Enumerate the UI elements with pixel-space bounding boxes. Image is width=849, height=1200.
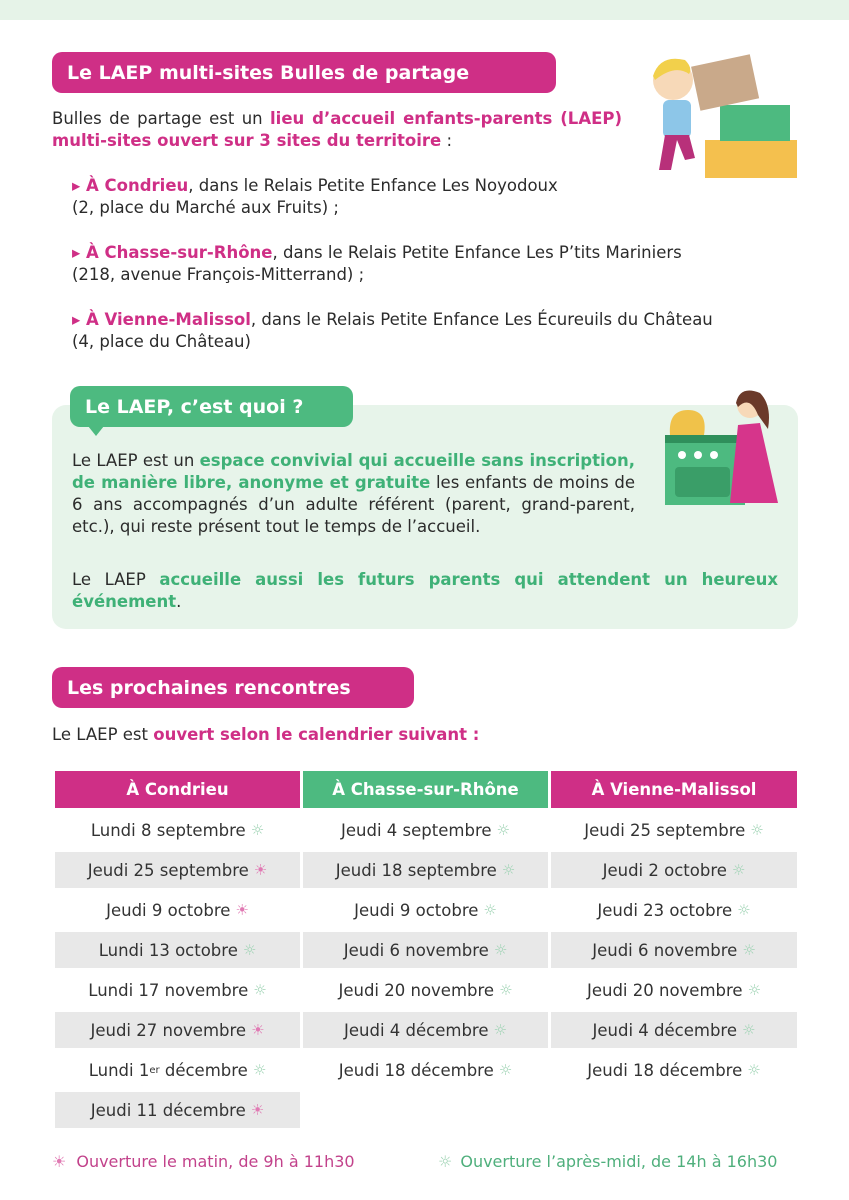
date-text: Lundi 13 octobre — [98, 940, 238, 960]
section-title-laep-multisites: Le LAEP multi-sites Bulles de partage — [52, 52, 556, 93]
legend-morning: ☀ Ouverture le matin, de 9h à 11h30 — [52, 1152, 355, 1171]
date-text: Jeudi 11 décembre — [90, 1100, 246, 1120]
sun-icon: ☼ — [483, 901, 497, 919]
legend-afternoon: ☼ Ouverture l’après-midi, de 14h à 16h30 — [438, 1152, 778, 1171]
sun-icon: ☼ — [747, 1061, 761, 1079]
calendar-table — [55, 771, 797, 1128]
empty-cell — [551, 1092, 797, 1128]
date-text: Jeudi 4 décembre — [344, 1020, 489, 1040]
date-text: Jeudi 4 septembre — [341, 820, 492, 840]
column-header: À Vienne-Malissol — [551, 771, 797, 808]
date-cell — [551, 1052, 797, 1088]
date-cell — [303, 892, 548, 928]
sun-icon: ☼ — [742, 941, 756, 959]
sunrise-icon: ☀ — [52, 1152, 67, 1171]
child-blocks-illustration — [645, 50, 800, 180]
sun-icon: ☼ — [242, 941, 257, 959]
date-text: Jeudi 25 septembre — [87, 860, 249, 880]
sun-icon: ☼ — [252, 1061, 267, 1079]
date-cell — [551, 812, 797, 848]
calendar-intro: Le LAEP est ouvert selon le calendrier suivant : — [52, 725, 480, 744]
date-text: Lundi 8 septembre — [90, 820, 246, 840]
date-cell — [55, 1052, 300, 1088]
date-cell — [303, 932, 548, 968]
sunrise-icon: ☀ — [251, 1021, 265, 1039]
date-cell — [551, 972, 797, 1008]
intro-paragraph: Bulles de partage est un lieu d’accueil enfants-parents (LAEP) multi-sites ouvert sur 3 sites du territoire : — [52, 109, 622, 150]
date-cell — [551, 932, 797, 968]
date-text: Jeudi 23 octobre — [597, 900, 733, 920]
sunrise-icon: ☀ — [235, 901, 249, 919]
sun-icon: ☼ — [253, 981, 267, 999]
sun-icon: ☼ — [493, 1021, 507, 1039]
sun-icon: ☼ — [438, 1152, 453, 1171]
section-title-laep-quoi: Le LAEP, c’est quoi ? — [70, 386, 353, 427]
date-text-rest: décembre — [159, 1060, 248, 1080]
laep-definition: Le LAEP est un espace convivial qui accueille sans inscription, de manière libre, anonyme et gratuite les enfants de moins de 6 ans accompagnés d’un adulte référent (parent, grand-parent, etc.), qui reste présent tout le temps de l’accueil. — [72, 451, 636, 536]
date-text: Jeudi 9 octobre — [106, 900, 231, 920]
date-text: Jeudi 18 décembre — [338, 1060, 494, 1080]
date-text: Jeudi 20 novembre — [338, 980, 495, 1000]
date-cell — [551, 852, 797, 888]
sun-icon: ☼ — [499, 981, 513, 999]
date-text: Jeudi 25 septembre — [584, 820, 746, 840]
date-sup: er — [149, 1064, 160, 1076]
date-cell — [55, 972, 300, 1008]
date-text: Jeudi 6 novembre — [343, 940, 489, 960]
date-cell — [303, 1012, 548, 1048]
site-vienne: ▸ À Vienne-Malissol, dans le Relais Petite Enfance Les Écureuils du Château (4, place du Château) — [72, 310, 713, 351]
sun-icon: ☼ — [747, 981, 762, 999]
sun-icon: ☼ — [731, 861, 746, 879]
laep-future-parents: Le LAEP accueille aussi les futurs parents qui attendent un heureux événement. — [72, 570, 778, 611]
empty-cell — [303, 1092, 548, 1128]
child-kitchen-illustration — [660, 385, 785, 510]
sun-icon: ☼ — [498, 1061, 513, 1079]
date-cell — [303, 812, 548, 848]
date-text: Lundi 1 — [88, 1060, 150, 1080]
site-condrieu: ▸ À Condrieu, dans le Relais Petite Enfance Les Noyodoux (2, place du Marché aux Fruits) ; — [72, 176, 558, 217]
date-cell — [55, 1012, 300, 1048]
section-title-rencontres: Les prochaines rencontres — [52, 667, 414, 708]
date-cell — [55, 932, 300, 968]
date-cell — [551, 892, 797, 928]
date-cell — [303, 852, 548, 888]
column-header: À Condrieu — [55, 771, 300, 808]
sun-icon: ☼ — [750, 821, 764, 839]
date-cell — [303, 1052, 548, 1088]
date-text: Jeudi 20 novembre — [586, 980, 743, 1000]
date-text: Jeudi 18 décembre — [587, 1060, 743, 1080]
sun-icon: ☼ — [737, 901, 751, 919]
top-band — [0, 0, 849, 20]
date-cell — [55, 812, 300, 848]
column-header: À Chasse-sur-Rhône — [303, 771, 548, 808]
sun-icon: ☼ — [501, 861, 516, 879]
date-text: Jeudi 6 novembre — [592, 940, 738, 960]
date-cell — [55, 1092, 300, 1128]
sun-icon: ☼ — [493, 941, 508, 959]
date-text: Jeudi 9 octobre — [354, 900, 479, 920]
date-cell — [303, 972, 548, 1008]
date-text: Jeudi 18 septembre — [335, 860, 497, 880]
date-text: Jeudi 27 novembre — [90, 1020, 247, 1040]
site-chasse: ▸ À Chasse-sur-Rhône, dans le Relais Petite Enfance Les P’tits Mariniers (218, avenue François-Mitterrand) ; — [72, 243, 682, 284]
date-text: Jeudi 2 octobre — [602, 860, 727, 880]
sun-icon: ☼ — [250, 821, 265, 839]
date-cell — [55, 892, 300, 928]
sun-icon: ☼ — [742, 1021, 756, 1039]
sunrise-icon: ☀ — [250, 1101, 265, 1119]
speech-tail — [88, 426, 104, 436]
sun-icon: ☼ — [496, 821, 510, 839]
date-cell — [55, 852, 300, 888]
date-text: Lundi 17 novembre — [88, 980, 249, 1000]
date-cell — [551, 1012, 797, 1048]
date-text: Jeudi 4 décembre — [592, 1020, 738, 1040]
sunrise-icon: ☀ — [253, 861, 268, 879]
